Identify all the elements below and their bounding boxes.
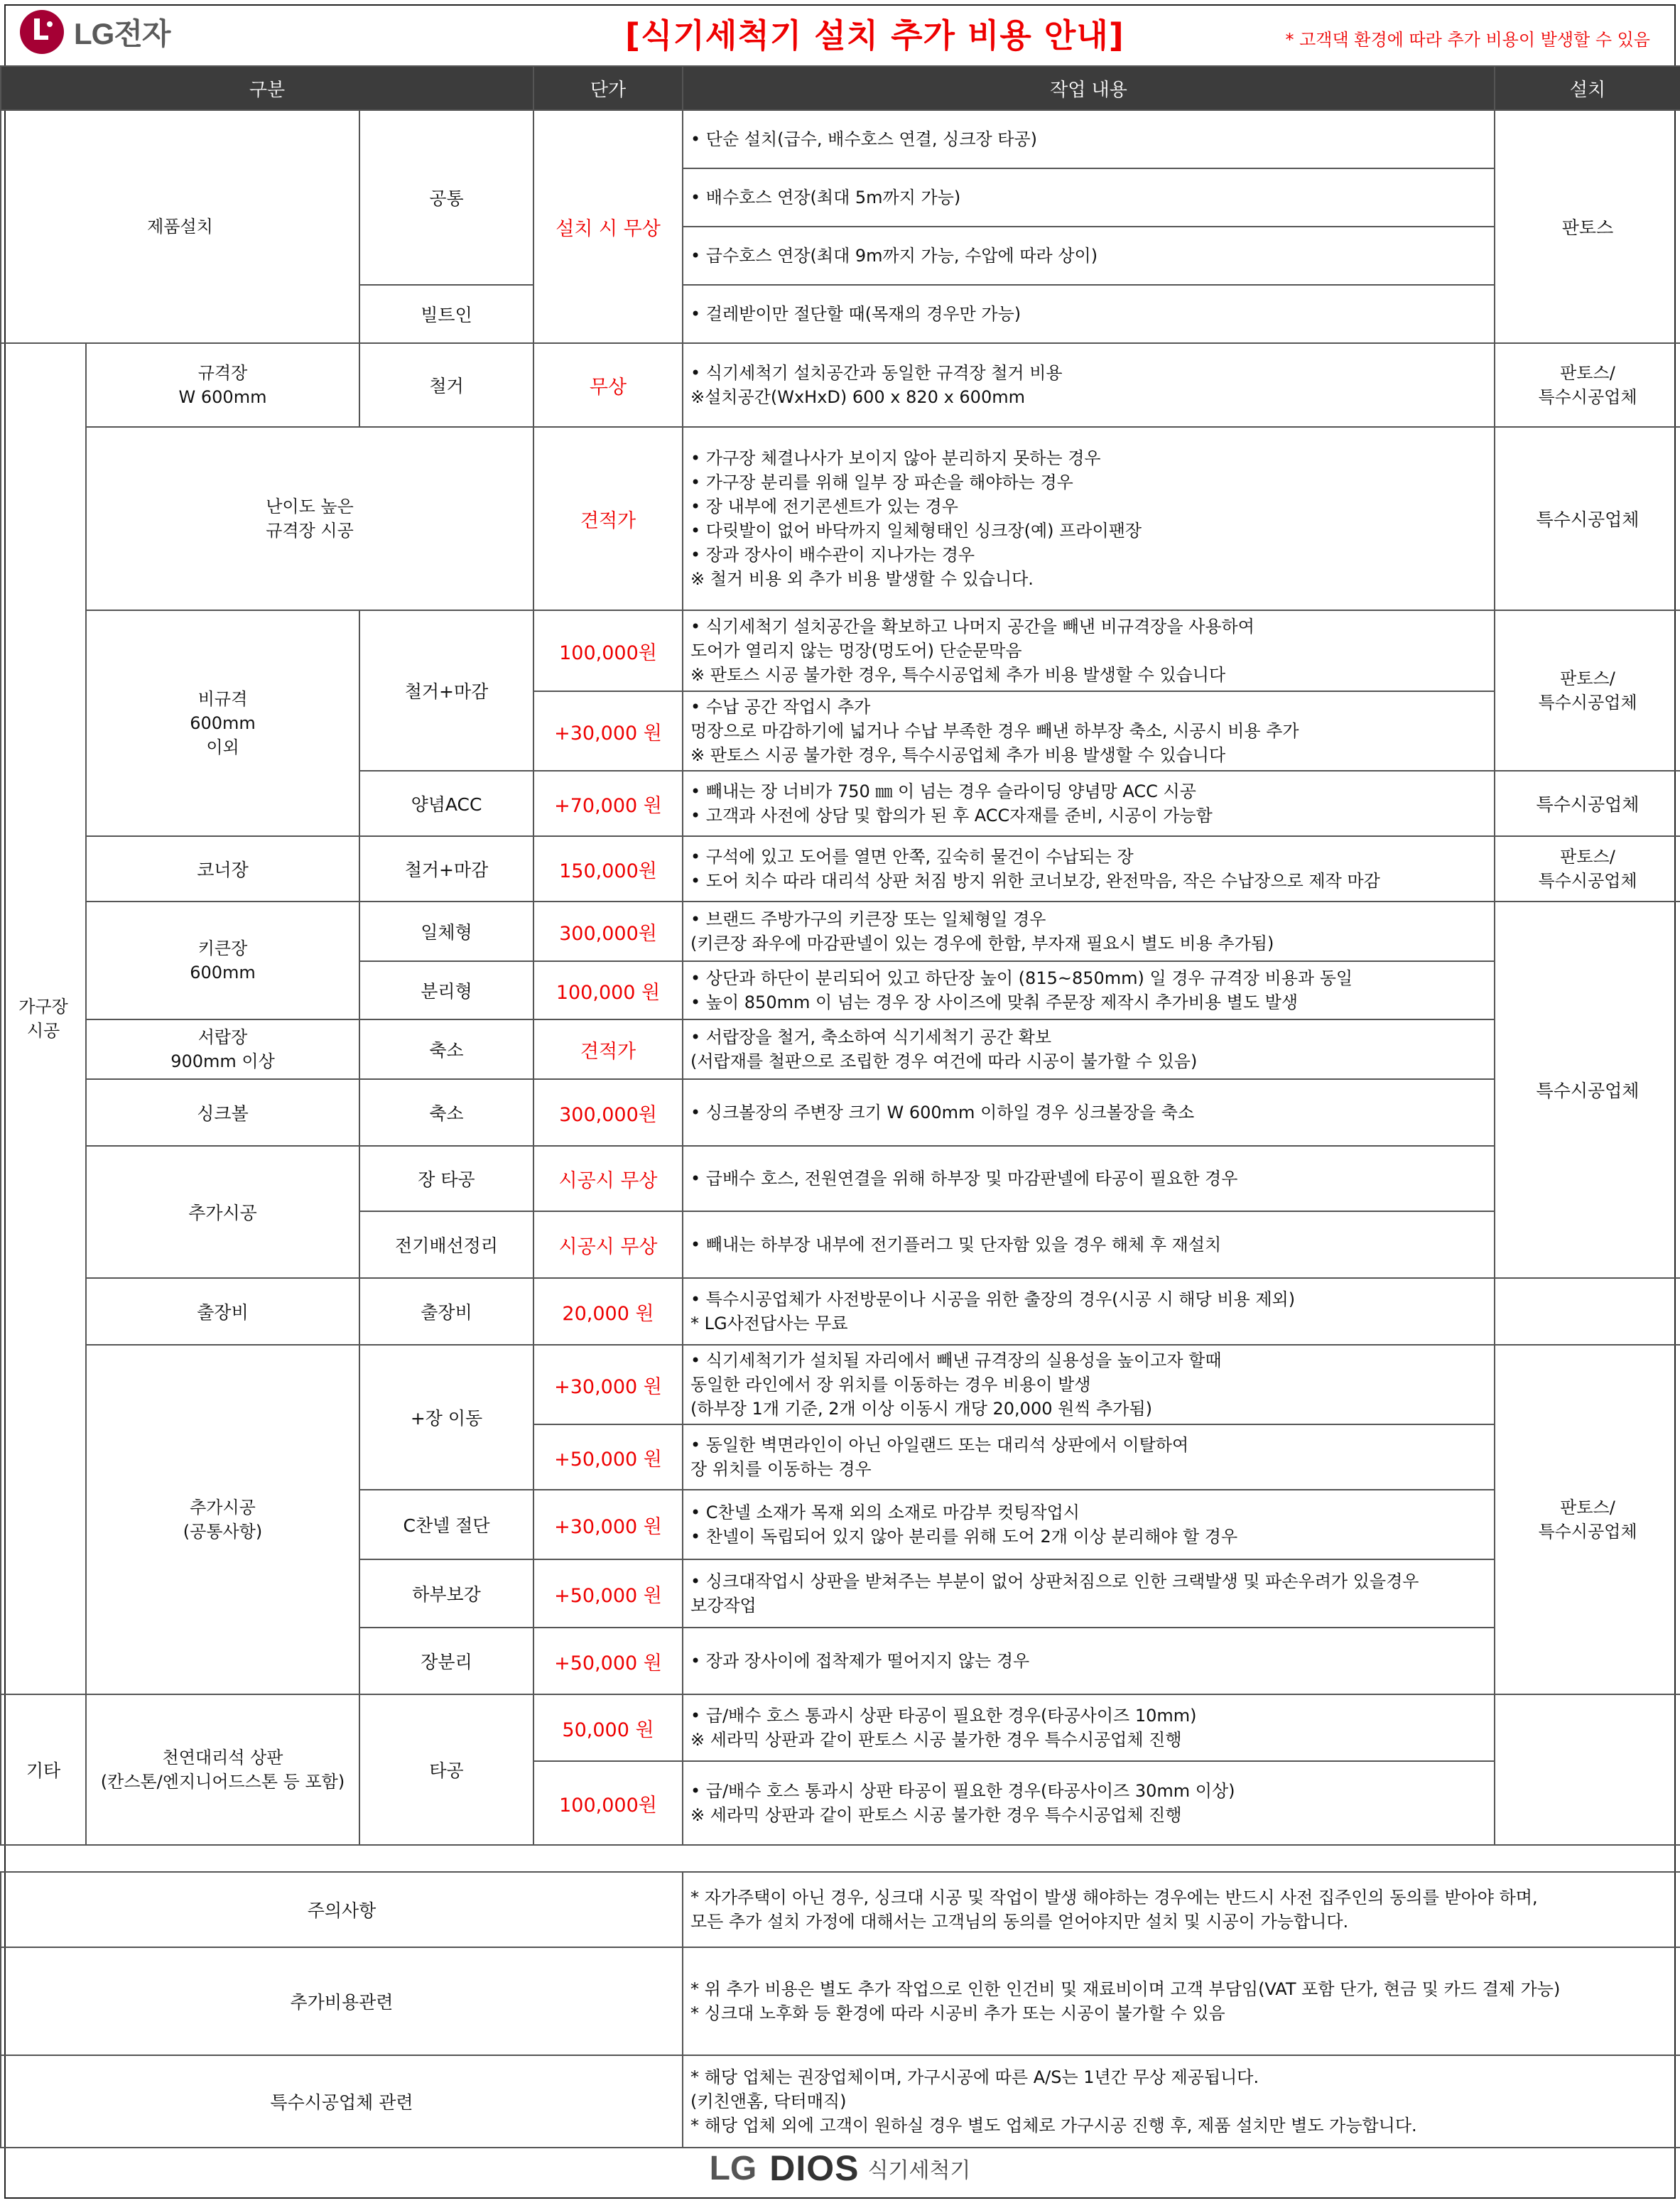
cell-drawer: 서랍장 900mm 이상 [86, 1019, 359, 1079]
cell-desc: • 싱크볼장의 주변장 크기 W 600mm 이하일 경우 싱크볼장을 축소 [683, 1079, 1495, 1146]
footer-brand [0, 2138, 1680, 2199]
table-row [1, 610, 1680, 691]
lg-logo [20, 10, 170, 54]
cell-reinforce: 하부보강 [359, 1559, 533, 1628]
note-caution-label: 주의사항 [1, 1872, 683, 1947]
table-row [1, 1079, 1680, 1146]
cell-desc: • 급/배수 호스 통과시 상판 타공이 필요한 경우(타공사이즈 30mm 이상) ※ 세라믹 상판과 같이 판토스 시공 불가한 경우 특수시공업체 진행 [683, 1761, 1495, 1845]
cell-standard: 규격장 W 600mm [86, 343, 359, 427]
page-title: [식기세척기 설치 추가 비용 안내] [625, 16, 1124, 55]
note-cost-text: * 위 추가 비용은 별도 추가 작업으로 인한 인건비 및 재료비이며 고객 부담임(VAT 포함 단가, 현금 및 카드 결제 가능) * 싱크대 노후화 등 환경에 따라 시공비 추가 또는 시공이 불가할 수 있음 [683, 1947, 1680, 2055]
table-row [1, 427, 1680, 610]
cell-desc: • 식기세척기 설치공간을 확보하고 나머지 공간을 빼낸 비규격장을 사용하여 도어가 열리지 않는 멍장(멍도어) 단순문막음 ※ 판토스 시공 불가한 경우, 특수시공업체 추가 비용 발생할 수 있습니다 [683, 610, 1495, 691]
cell-common: 공통 [359, 110, 533, 285]
cell-remove-finish: 철거+마감 [359, 610, 533, 771]
cell-shrink: 축소 [359, 1079, 533, 1146]
cell-desc: • 빼내는 하부장 내부에 전기플러그 및 단자함 있을 경우 해체 후 재설치 [683, 1211, 1495, 1278]
cell-price: 150,000원 [533, 836, 683, 902]
cell-cchannel: C찬넬 절단 [359, 1490, 533, 1559]
cell-spice: 양념ACC [359, 771, 533, 836]
table-row [1, 1278, 1680, 1345]
cell-installer: 판토스/ 특수시공업체 [1495, 836, 1680, 902]
cell-furniture: 가구장 시공 [1, 343, 86, 1694]
table-row [1, 836, 1680, 902]
note-vendor-text: * 해당 업체는 권장업체이며, 가구시공에 따른 A/S는 1년간 무상 제공됩니다. (키친앤홈, 닥터매직) * 해당 업체 외에 고객이 원하실 경우 별도 업체로 가구시공 진행 후, 제품 설치만 별도 가능합니다. [683, 2055, 1680, 2148]
cell-desc: • 식기세척기 설치공간과 동일한 규격장 철거 비용 ※설치공간(WxHxD) 600 x 820 x 600mm [683, 343, 1495, 427]
table-header [1, 66, 1680, 110]
cell-nonstd: 비규격 600mm 이외 [86, 610, 359, 836]
col-install: 설치 [1495, 66, 1680, 110]
cell-price: +30,000 원 [533, 1345, 683, 1424]
cell-price: +30,000 원 [533, 1490, 683, 1559]
col-work: 작업 내용 [683, 66, 1495, 110]
cell-sinkbowl: 싱크볼 [86, 1079, 359, 1146]
cell-desc: • 배수호스 연장(최대 5m까지 가능) [683, 168, 1495, 227]
cell-installer: 특수시공업체 [1495, 427, 1680, 610]
cell-extra: 추가시공 [86, 1146, 359, 1278]
cost-table [0, 65, 1680, 2148]
cell-price: 100,000원 [533, 1761, 683, 1845]
cell-detach: 장분리 [359, 1628, 533, 1694]
cell-desc: • 가구장 체결나사가 보이지 않아 분리하지 못하는 경우 • 가구장 분리를 위해 일부 장 파손을 해야하는 경우 • 장 내부에 전기콘센트가 있는 경우 • 다릿발이 없어 바닥까지 일체형태인 싱크장(예) 프라이팬장 • 장과 장사이 배수관이 지나가는 경우 ※ 철거 비용 외 추가 비용 발생할 수 있습니다. [683, 427, 1495, 610]
cell-desc: • 급배수 호스, 전원연결을 위해 하부장 및 마감판넬에 타공이 필요한 경우 [683, 1146, 1495, 1211]
note-row [1, 1872, 1680, 1947]
cell-price: 견적가 [533, 1019, 683, 1079]
cell-marble: 천연대리석 상판 (칸스톤/엔지니어드스톤 등 포함) [86, 1694, 359, 1845]
col-category: 구분 [1, 66, 533, 110]
cell-price: 100,000원 [533, 610, 683, 691]
note-cost-label: 추가비용관련 [1, 1947, 683, 2055]
cell-desc: • 장과 장사이에 접착제가 떨어지지 않는 경우 [683, 1628, 1495, 1694]
spacer-row [1, 1845, 1680, 1872]
cell-drill: 타공 [359, 1694, 533, 1845]
cell-desc: • 빼내는 장 너비가 750 ㎜ 이 넘는 경우 슬라이딩 양념망 ACC 시공 • 고객과 사전에 상담 및 합의가 된 후 ACC자재를 준비, 시공이 가능함 [683, 771, 1495, 836]
cell-desc: • 급수호스 연장(최대 9m까지 가능, 수압에 따라 상이) [683, 227, 1495, 285]
cell-corner: 코너장 [86, 836, 359, 902]
notice-text: * 고객댁 환경에 따라 추가 비용이 발생할 수 있음 [1285, 30, 1650, 50]
cell-trip-item: 출장비 [359, 1278, 533, 1345]
cell-installer: 판토스/ 특수시공업체 [1495, 610, 1680, 771]
cell-installer-empty [1495, 1694, 1680, 1845]
cell-installer: 판토스/ 특수시공업체 [1495, 343, 1680, 427]
cell-difficult: 난이도 높은 규격장 시공 [86, 427, 533, 610]
cell-price: +50,000 원 [533, 1628, 683, 1694]
note-row [1, 1947, 1680, 2055]
cell-separated: 분리형 [359, 961, 533, 1019]
table-row [1, 343, 1680, 427]
cell-price: +50,000 원 [533, 1559, 683, 1628]
footer-subtitle: 식기세척기 [867, 2158, 971, 2183]
logo-text: LG전자 [74, 17, 170, 50]
cell-installer: 특수시공업체 [1495, 902, 1680, 1278]
cell-price: 무상 [533, 343, 683, 427]
cell-desc: • 특수시공업체가 사전방문이나 시공을 위한 출장의 경우(시공 시 해당 비용 제외) * LG사전답사는 무료 [683, 1278, 1495, 1345]
cell-etc: 기타 [1, 1694, 86, 1845]
cell-installer: 판토스 [1495, 110, 1680, 343]
footer-lg: LG [709, 2149, 757, 2187]
cell-price: 100,000 원 [533, 961, 683, 1019]
header [0, 0, 1680, 65]
table-row [1, 902, 1680, 961]
cell-desc: • 걸레받이만 절단할 때(목재의 경우만 가능) [683, 285, 1495, 343]
cell-integrated: 일체형 [359, 902, 533, 961]
cell-price: +30,000 원 [533, 691, 683, 771]
cell-product-install: 제품설치 [1, 110, 359, 343]
table-row [1, 1345, 1680, 1424]
cell-trip: 출장비 [86, 1278, 359, 1345]
cell-price: 300,000원 [533, 902, 683, 961]
cell-builtin: 빌트인 [359, 285, 533, 343]
cell-remove-finish: 철거+마감 [359, 836, 533, 902]
cell-shrink: 축소 [359, 1019, 533, 1079]
footer-dios: DIOS [769, 2148, 860, 2188]
cell-price: 설치 시 무상 [533, 110, 683, 343]
table-row [1, 1146, 1680, 1211]
cell-desc: • 수납 공간 작업시 추가 멍장으로 마감하기에 넓거나 수납 부족한 경우 빼낸 하부장 축소, 시공시 비용 추가 ※ 판토스 시공 불가한 경우, 특수시공업체 추가 비용 발생할 수 있습니다 [683, 691, 1495, 771]
cell-price: 견적가 [533, 427, 683, 610]
note-caution-text: * 자가주택이 아닌 경우, 싱크대 시공 및 작업이 발생 해야하는 경우에는 반드시 사전 집주인의 동의를 받아야 하며, 모든 추가 설치 가정에 대해서는 고객님의 동의를 얻어야지만 설치 및 시공이 가능합니다. [683, 1872, 1680, 1947]
note-row [1, 2055, 1680, 2148]
cell-desc: • C찬넬 소재가 목재 외의 소재로 마감부 컷팅작업시 • 찬넬이 독립되어 있지 않아 분리를 위해 도어 2개 이상 분리해야 할 경우 [683, 1490, 1495, 1559]
col-price: 단가 [533, 66, 683, 110]
cell-price: 300,000원 [533, 1079, 683, 1146]
table-row [1, 1694, 1680, 1761]
cell-desc: • 서랍장을 철거, 축소하여 식기세척기 공간 확보 (서랍재를 철판으로 조립한 경우 여건에 따라 시공이 불가할 수 있음) [683, 1019, 1495, 1079]
cell-move: +장 이동 [359, 1345, 533, 1490]
cell-price: +50,000 원 [533, 1424, 683, 1490]
cell-installer: 특수시공업체 [1495, 771, 1680, 836]
cell-kitchen: 키큰장 600mm [86, 902, 359, 1019]
cell-price: 시공시 무상 [533, 1211, 683, 1278]
cell-installer: 판토스/ 특수시공업체 [1495, 1345, 1680, 1694]
cell-price: +70,000 원 [533, 771, 683, 836]
table-row [1, 110, 1680, 168]
cell-desc: • 급/배수 호스 통과시 상판 타공이 필요한 경우(타공사이즈 10mm) ※ 세라믹 상판과 같이 판토스 시공 불가한 경우 특수시공업체 진행 [683, 1694, 1495, 1761]
cell-price: 50,000 원 [533, 1694, 683, 1761]
cell-desc: • 구석에 있고 도어를 열면 안쪽, 깊숙히 물건이 수납되는 장 • 도어 치수 따라 대리석 상판 처짐 방지 위한 코너보강, 완전막음, 작은 수납장으로 제작 마감 [683, 836, 1495, 902]
cell-extra-common: 추가시공 (공통사항) [86, 1345, 359, 1694]
cell-hole: 장 타공 [359, 1146, 533, 1211]
cell-desc: • 브랜드 주방가구의 키큰장 또는 일체형일 경우 (키큰장 좌우에 마감판넬이 있는 경우에 한함, 부자재 필요시 별도 비용 추가됨) [683, 902, 1495, 961]
cell-desc: • 상단과 하단이 분리되어 있고 하단장 높이 (815~850mm) 일 경우 규격장 비용과 동일 • 높이 850mm 이 넘는 경우 장 사이즈에 맞춰 주문장 제작시 추가비용 별도 발생 [683, 961, 1495, 1019]
note-vendor-label: 특수시공업체 관련 [1, 2055, 683, 2148]
table-row [1, 1019, 1680, 1079]
cell-price: 20,000 원 [533, 1278, 683, 1345]
cell-wiring: 전기배선정리 [359, 1211, 533, 1278]
cell-desc: • 단순 설치(급수, 배수호스 연결, 싱크장 타공) [683, 110, 1495, 168]
cell-desc: • 동일한 벽면라인이 아닌 아일랜드 또는 대리석 상판에서 이탈하여 장 위치를 이동하는 경우 [683, 1424, 1495, 1490]
cell-price: 시공시 무상 [533, 1146, 683, 1211]
cell-remove: 철거 [359, 343, 533, 427]
cell-desc: • 싱크대작업시 상판을 받쳐주는 부분이 없어 상판처짐으로 인한 크랙발생 및 파손우려가 있을경우 보강작업 [683, 1559, 1495, 1628]
lg-logo-icon [20, 10, 64, 54]
cell-desc: • 식기세척기가 설치될 자리에서 빼낸 규격장의 실용성을 높이고자 할때 동일한 라인에서 장 위치를 이동하는 경우 비용이 발생 (하부장 1개 기준, 2개 이상 이동시 개당 20,000 원씩 추가됨) [683, 1345, 1495, 1424]
